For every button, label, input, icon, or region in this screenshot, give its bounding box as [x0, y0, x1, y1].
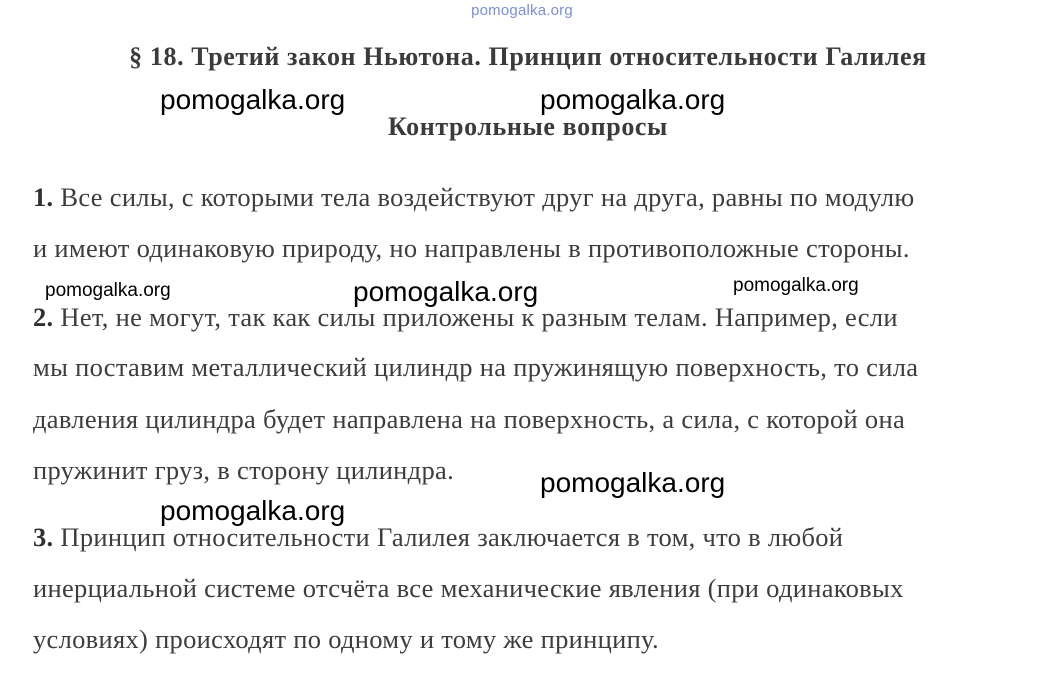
answer-3-line-2: инерциальной системе отсчёта все механические явления (при одинаковых — [33, 573, 904, 603]
answer-3-line-3: условиях) происходят по одному и тому же принципу. — [33, 624, 659, 654]
watermark: pomogalka.org — [160, 495, 346, 526]
answer-3-text-1: Принцип относительности Галилея заключается в том, что в любой — [53, 522, 844, 552]
answer-2-line-4: пружинит груз, в сторону цилиндра. — [33, 455, 454, 485]
section-subtitle: Контрольные вопросы — [388, 112, 668, 141]
answer-3-number: 3. — [33, 522, 54, 552]
watermark: pomogalka.org — [45, 280, 171, 301]
answer-1-line-2: и имеют одинаковую природу, но направлены в противоположные стороны. — [33, 233, 910, 263]
answer-1-number: 1. — [33, 182, 54, 212]
watermark: pomogalka.org — [353, 276, 539, 307]
answer-1-line-1 — [33, 182, 914, 213]
answer-1-text-1: Все силы, с которыми тела воздействуют друг на друга, равны по модулю — [53, 182, 915, 212]
answer-3-line-1 — [33, 522, 843, 553]
answer-2-line-3: давления цилиндра будет направлена на поверхность, а сила, с которой она — [33, 404, 906, 434]
section-title: § 18. Третий закон Ньютона. Принцип относительности Галилея — [129, 42, 927, 71]
watermark: pomogalka.org — [733, 275, 859, 296]
answer-2-number: 2. — [33, 302, 54, 332]
watermark: pomogalka.org — [540, 467, 726, 498]
watermark: pomogalka.org — [160, 84, 346, 115]
watermark-top: pomogalka.org — [471, 2, 573, 19]
answer-2-line-2: мы поставим металлический цилиндр на пружинящую поверхность, то сила — [33, 352, 919, 382]
answer-2-text-1: Нет, не могут, так как силы приложены к разным телам. Например, если — [53, 302, 898, 332]
watermark: pomogalka.org — [540, 84, 726, 115]
